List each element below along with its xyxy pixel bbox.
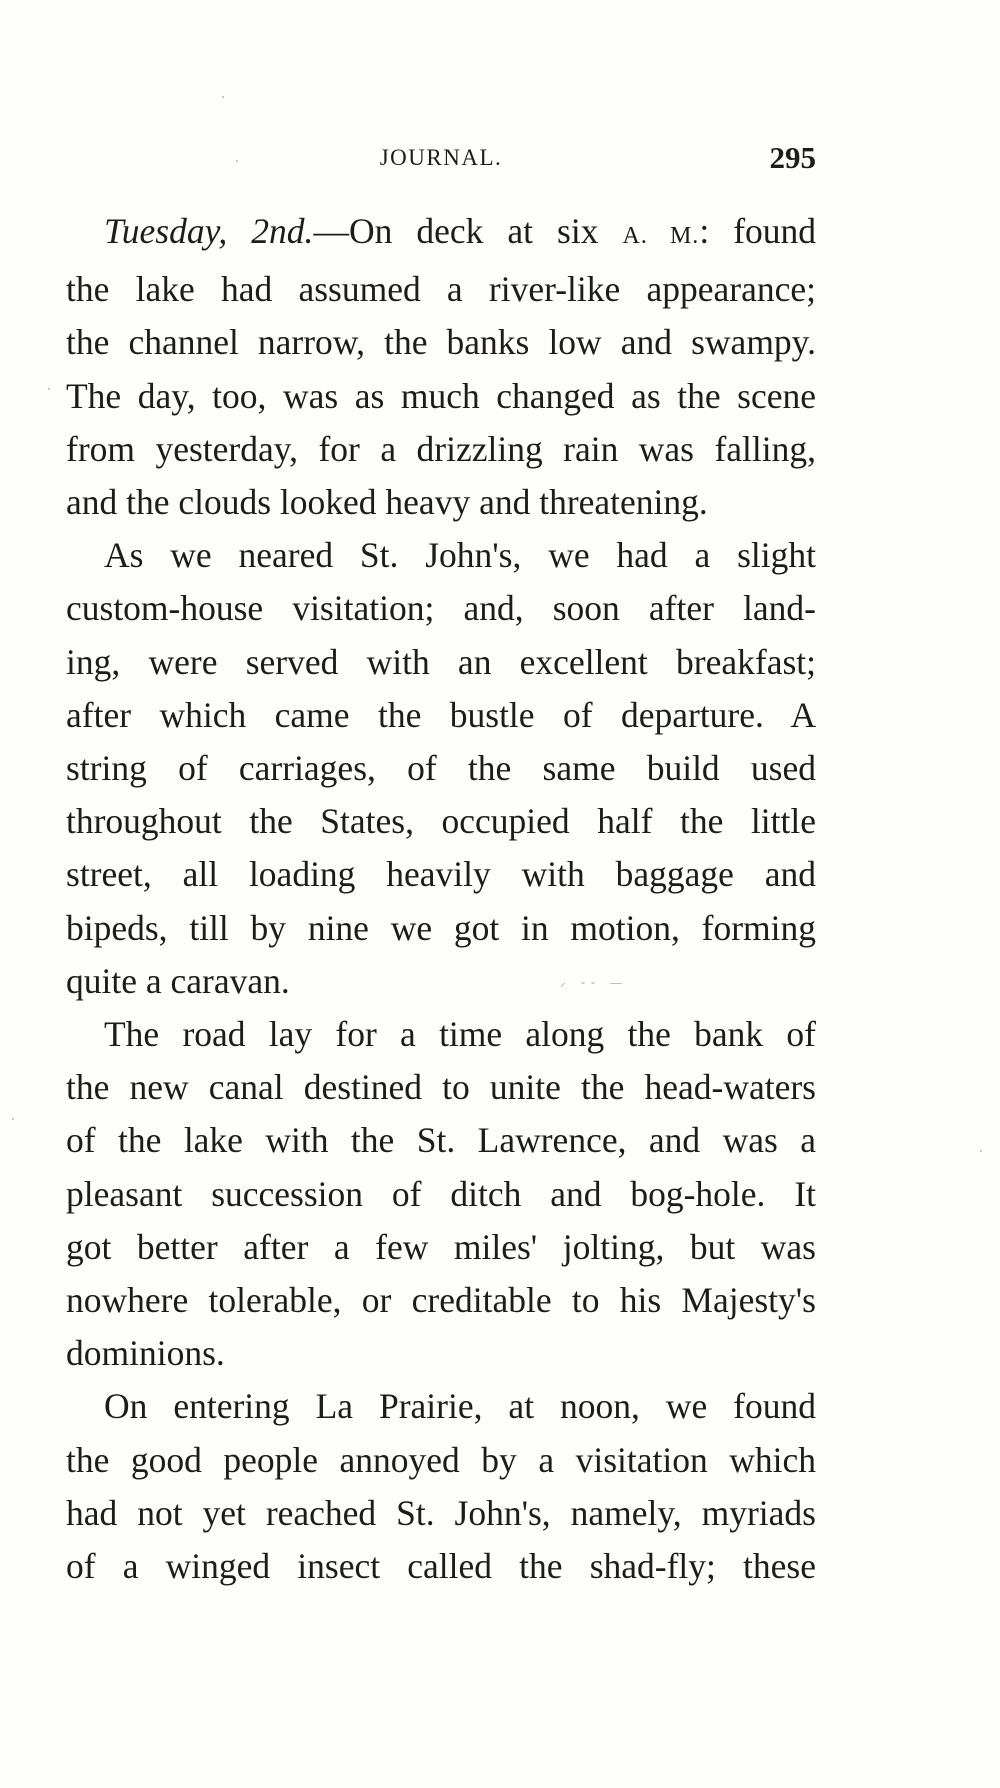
running-head [66,138,816,178]
text-line: string of carriages, of the same build used [66,748,816,789]
paragraph-3 [66,1008,816,1380]
paper-speck [236,160,238,162]
text-line: nowhere tolerable, or creditable to his Majesty's [66,1280,816,1321]
text-line: dominions. [66,1333,225,1374]
paper-speck [980,1150,982,1152]
text-line: On entering La Prairie, at noon, we found [104,1386,816,1427]
text-line: and the clouds looked heavy and threatening. [66,482,708,523]
text-line: custom-house visitation; and, soon after land- [66,588,816,629]
paper-speck [12,1118,14,1120]
paper-speck [48,388,50,390]
text-fragment: : found [699,211,817,251]
running-title: JOURNAL. [379,145,503,170]
text-line: the lake had assumed a river-like appearance; [66,269,816,310]
text-line: The road lay for a time along the bank of [104,1014,816,1055]
text-line: quite a caravan. [66,960,290,1001]
text-line: street, all loading heavily with baggage and [66,854,816,895]
text-line: pleasant succession of ditch and bog-hole. It [66,1173,816,1214]
text-line: of the lake with the St. Lawrence, and was a [66,1120,816,1161]
paragraph-1 [66,205,816,529]
text-line: ing, were served with an excellent breakfast; [66,641,816,682]
text-line: after which came the bustle of departure. A [66,694,816,735]
text-fragment: —On deck at six [313,211,623,251]
text-line: bipeds, till by nine we got in motion, forming [66,907,816,948]
text-line: throughout the States, occupied half the little [66,801,816,842]
body-text [66,205,816,1593]
text-line: the new canal destined to unite the head-waters [66,1067,816,1108]
text-line: had not yet reached St. John's, namely, myriads [66,1492,816,1533]
page-number: 295 [769,140,816,175]
text-line: The day, too, was as much changed as the scene [66,375,816,416]
date-heading: Tuesday, 2nd. [104,211,314,251]
time-smallcaps: A. M. [622,223,700,249]
text-line: of a winged insect called the shad-fly; these [66,1546,816,1587]
text-line [66,205,816,263]
text-line: got better after a few miles' jolting, but was [66,1226,816,1267]
text-line: from yesterday, for a drizzling rain was falling, [66,428,816,469]
text-line: the channel narrow, the banks low and swampy. [66,322,816,363]
text-line: As we neared St. John's, we had a slight [104,535,816,576]
paper-speck [222,96,224,98]
paragraph-4 [66,1380,816,1593]
paragraph-2 [66,529,816,1008]
text-line: the good people annoyed by a visitation which [66,1439,816,1480]
ink-smudge: ⸝ ‐‐ — [560,975,628,989]
